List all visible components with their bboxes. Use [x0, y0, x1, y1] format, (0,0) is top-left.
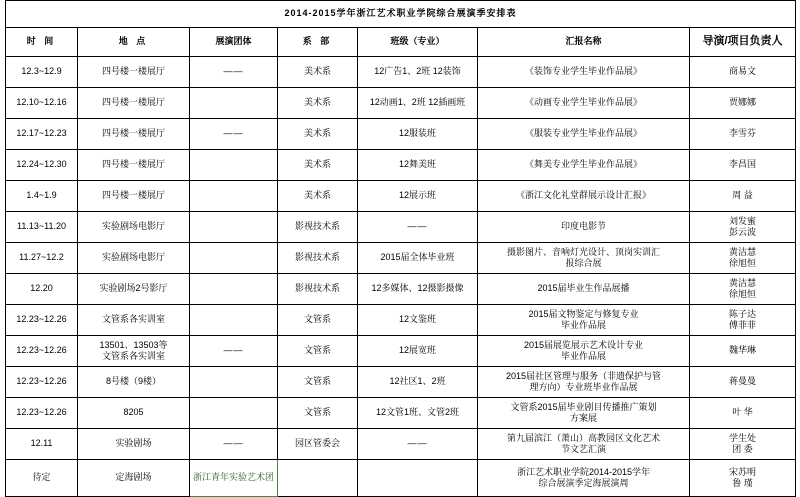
cell-leader: 学生处 团 委: [690, 429, 796, 460]
cell-class: 12舞美班: [358, 150, 478, 181]
document-title: 2014-2015学年浙江艺术职业学院综合展演季安排表: [6, 1, 796, 28]
cell-troupe: [190, 88, 278, 119]
cell-department: 文管系: [278, 336, 358, 367]
cell-time: 11.27~12.2: [6, 243, 78, 274]
cell-program: 2015届展览展示艺术设计专业 毕业作品展: [478, 336, 690, 367]
cell-department: 文管系: [278, 398, 358, 429]
cell-time: 12.20: [6, 274, 78, 305]
cell-class: ——: [358, 212, 478, 243]
cell-troupe: ——: [190, 429, 278, 460]
cell-class: 12服装班: [358, 119, 478, 150]
cell-leader: 宋苏明 鲁 瑾: [690, 460, 796, 497]
cell-place: 实验剧场电影厅: [78, 212, 190, 243]
cell-program: 《舞美专业学生毕业作品展》: [478, 150, 690, 181]
cell-program: 文管系2015届毕业剧目传播推广策划 方案展: [478, 398, 690, 429]
column-header-troupe: 展演团体: [190, 28, 278, 57]
cell-place: 8号楼（9楼）: [78, 367, 190, 398]
cell-troupe: 浙江青年实验艺术团: [190, 460, 278, 497]
table-row: [6, 305, 796, 336]
cell-time: 12.10~12.16: [6, 88, 78, 119]
cell-leader: 陈子达 傅菲菲: [690, 305, 796, 336]
table-row: [6, 212, 796, 243]
cell-leader: 贾娜娜: [690, 88, 796, 119]
cell-class: 12社区1、2班: [358, 367, 478, 398]
cell-time: 1.4~1.9: [6, 181, 78, 212]
cell-class: 12动画1、2班 12插画班: [358, 88, 478, 119]
cell-troupe: ——: [190, 336, 278, 367]
cell-place: 四号楼一楼展厅: [78, 119, 190, 150]
cell-leader: 商易文: [690, 57, 796, 88]
cell-place: 8205: [78, 398, 190, 429]
cell-troupe: ——: [190, 57, 278, 88]
cell-place: 四号楼一楼展厅: [78, 150, 190, 181]
cell-time: 11.13~11.20: [6, 212, 78, 243]
cell-department: 文管系: [278, 367, 358, 398]
table-row: [6, 398, 796, 429]
cell-troupe: [190, 181, 278, 212]
cell-program: 《服装专业学生毕业作品展》: [478, 119, 690, 150]
cell-department: 美术系: [278, 88, 358, 119]
column-header-leader: 导演/项目负责人: [690, 28, 796, 57]
column-header-place: 地 点: [78, 28, 190, 57]
cell-department: 美术系: [278, 57, 358, 88]
cell-class: 12展示班: [358, 181, 478, 212]
cell-place: 四号楼一楼展厅: [78, 88, 190, 119]
cell-class: 12广告1、2班 12装饰: [358, 57, 478, 88]
cell-department: 美术系: [278, 150, 358, 181]
cell-troupe: [190, 398, 278, 429]
cell-leader: 刘发蜜 彭云波: [690, 212, 796, 243]
cell-troupe: [190, 367, 278, 398]
table-body: [6, 1, 796, 497]
cell-leader: 黄洁慧 徐旭恒: [690, 243, 796, 274]
cell-place: 13501、13503等 文管系各实训室: [78, 336, 190, 367]
cell-program: 第九届滨江（萧山）高教园区文化艺术 节文艺汇演: [478, 429, 690, 460]
cell-department: 影视技术系: [278, 212, 358, 243]
cell-place: 实验剧场: [78, 429, 190, 460]
title-row: [6, 1, 796, 28]
column-header-department: 系 部: [278, 28, 358, 57]
cell-time: 12.11: [6, 429, 78, 460]
cell-place: 实验剧场2号影厅: [78, 274, 190, 305]
cell-class: ——: [358, 429, 478, 460]
cell-troupe: [190, 150, 278, 181]
table-row: [6, 150, 796, 181]
cell-program: 印度电影节: [478, 212, 690, 243]
cell-program: 2015届社区管理与服务（非遗保护与管 理方向）专业班毕业作品展: [478, 367, 690, 398]
table-row: [6, 367, 796, 398]
cell-department: 文管系: [278, 305, 358, 336]
cell-troupe: [190, 243, 278, 274]
table-row: [6, 243, 796, 274]
cell-program: 《浙江文化礼堂群展示设计汇报》: [478, 181, 690, 212]
cell-time: 12.23~12.26: [6, 305, 78, 336]
cell-class: 12文管1班、文管2班: [358, 398, 478, 429]
cell-class: [358, 460, 478, 497]
cell-troupe: [190, 305, 278, 336]
table-row: [6, 119, 796, 150]
cell-program: 2015届文物鉴定与修复专业 毕业作品展: [478, 305, 690, 336]
cell-place: 定海剧场: [78, 460, 190, 497]
table-row: [6, 181, 796, 212]
cell-leader: 魏华琳: [690, 336, 796, 367]
cell-program: 《动画专业学生毕业作品展》: [478, 88, 690, 119]
cell-time: 12.3~12.9: [6, 57, 78, 88]
cell-program: 2015届毕业生作品展播: [478, 274, 690, 305]
cell-department: [278, 460, 358, 497]
cell-place: 四号楼一楼展厅: [78, 181, 190, 212]
cell-place: 实验剧场电影厅: [78, 243, 190, 274]
cell-leader: 周 益: [690, 181, 796, 212]
table-header-row: [6, 28, 796, 57]
cell-department: 园区管委会: [278, 429, 358, 460]
cell-troupe: [190, 212, 278, 243]
cell-program: 摄影图片、音响灯光设计、顶岗实训汇 报综合展: [478, 243, 690, 274]
schedule-table: [5, 0, 796, 497]
cell-class: 12展宽班: [358, 336, 478, 367]
cell-program: 浙江艺术职业学院2014-2015学年 综合展演季定海展演周: [478, 460, 690, 497]
cell-department: 影视技术系: [278, 274, 358, 305]
table-row: [6, 274, 796, 305]
cell-troupe: ——: [190, 119, 278, 150]
cell-leader: 叶 华: [690, 398, 796, 429]
cell-time: 12.23~12.26: [6, 367, 78, 398]
cell-leader: 李昌国: [690, 150, 796, 181]
cell-department: 影视技术系: [278, 243, 358, 274]
cell-time: 12.23~12.26: [6, 398, 78, 429]
column-header-class: 班级（专业）: [358, 28, 478, 57]
cell-leader: 黄洁慧 徐旭恒: [690, 274, 796, 305]
cell-program: 《装饰专业学生毕业作品展》: [478, 57, 690, 88]
table-row: [6, 88, 796, 119]
table-row: [6, 429, 796, 460]
cell-leader: 李雪芬: [690, 119, 796, 150]
cell-department: 美术系: [278, 119, 358, 150]
cell-class: 12多媒体、12摄影摄像: [358, 274, 478, 305]
cell-time: 待定: [6, 460, 78, 497]
column-header-time: 时 间: [6, 28, 78, 57]
cell-time: 12.17~12.23: [6, 119, 78, 150]
column-header-program: 汇报名称: [478, 28, 690, 57]
cell-leader: 蒋曼曼: [690, 367, 796, 398]
cell-time: 12.24~12.30: [6, 150, 78, 181]
cell-department: 美术系: [278, 181, 358, 212]
table-row: [6, 336, 796, 367]
cell-troupe: [190, 274, 278, 305]
cell-time: 12.23~12.26: [6, 336, 78, 367]
cell-class: 2015届全体毕业班: [358, 243, 478, 274]
table-row: [6, 460, 796, 497]
cell-class: 12文鉴班: [358, 305, 478, 336]
cell-place: 文管系各实训室: [78, 305, 190, 336]
cell-place: 四号楼一楼展厅: [78, 57, 190, 88]
table-row: [6, 57, 796, 88]
